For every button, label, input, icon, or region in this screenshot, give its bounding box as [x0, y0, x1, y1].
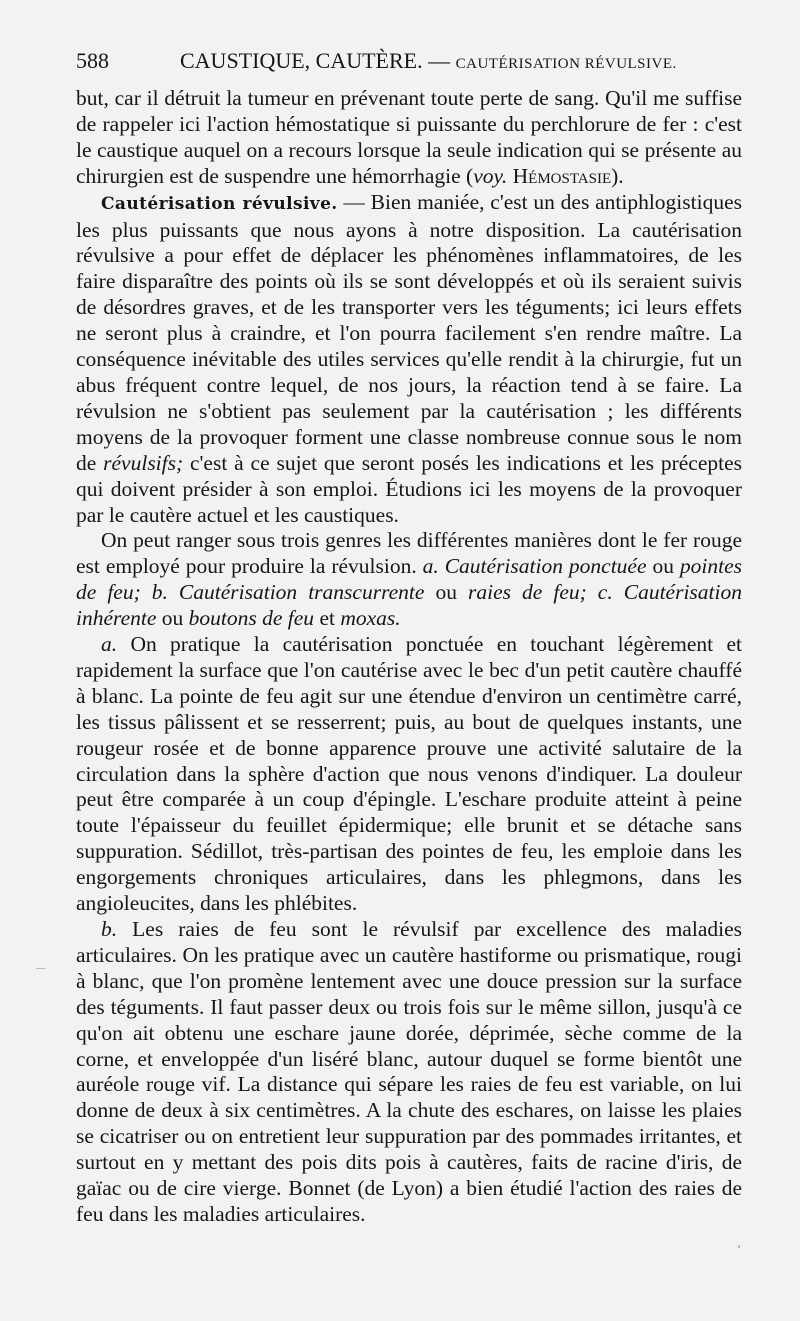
label-b: b.: [101, 917, 118, 941]
section-heading: Cautérisation révulsive.: [101, 193, 338, 214]
label-a: a.: [101, 632, 118, 657]
term-transcurrente: pointes de feu; b. Cautérisation transcurrente: [76, 554, 742, 605]
term-inherente: raies de feu; c. Cautérisation inhérente: [76, 580, 742, 631]
paragraph-5-text: Les raies de feu sont le révulsif par excellence des maladies articulaires. On les pratique avec un cautère hastiforme ou prismatique, rougi à blanc, que l'on promène lentement avec une douce pression sur la surface des téguments. Il faut passer deux ou trois fois sur le même sillon, jusqu'à ce qu'on ait obtenu une eschare jaune dorée, déprimée, sèche comme de la corne, et enveloppée d'un liséré blanc, autour duquel se forme bientôt une auréole rouge vif. La distance qui sépare les raies de feu est variable, on lui donne de deux à six centimètres. A la chute des eschares, on laisse les plaies se cicatriser ou on entretient leur suppuration par des pommades irritantes, et surtout en y mettant des pois dits pois à cautères, faits de racine d'iris, de gaïac ou de cire vierge. Bonnet (de Lyon) a bien étudié l'action des raies de feu dans les maladies articulaires.: [76, 917, 742, 1226]
margin-tick: [36, 968, 45, 969]
header-section: CAUTÉRISATION RÉVULSIVE.: [455, 56, 677, 72]
revulsifs-term: révulsifs;: [103, 450, 184, 475]
page-body: [76, 86, 742, 1228]
running-header: [76, 46, 756, 80]
paragraph-3-text: On peut ranger sous trois genres les différentes manières dont le fer rouge est employé pour produire la révulsion.: [76, 528, 742, 579]
voy-ref: voy.: [473, 163, 508, 188]
word-ou: ou: [646, 554, 680, 579]
paragraph-5: [76, 917, 742, 1228]
paragraph-4-text: On pratique la cautérisation ponctuée en touchant légèrement et rapidement la surface que l'on cautérise avec le bec d'un petit cautère chauffé à blanc. La pointe de feu agit sur une étendue d'environ un centimètre carré, les tissus pâlissent et se resserrent; puis, au bout de quelques instants, une rougeur rosée et de bonne apparence prouve une activité salutaire de la circulation dans la sphère d'action que nous venons d'indiquer. La douleur peut être comparée à un coup d'épingle. L'eschare produite atteint à peine toute l'épaisseur du feuillet épidermique; elle brunit et se détache sans suppuration. Sédillot, très-partisan des pointes de feu, les emploie dans les engorgements chroniques articulaires, dans les phlegmons, dans les angioleucites, dans les phlébites.: [76, 632, 742, 916]
word-et: et: [314, 606, 341, 631]
paragraph-3: [76, 528, 742, 632]
term-moxas: moxas.: [340, 606, 401, 631]
paragraph-1-text: but, car il détruit la tumeur en prévenant toute perte de sang. Qu'il me suffise de rappeler ici l'action hémostatique si puissante du perchlorure de fer : c'est le caustique auquel on a recours lorsque la seule indication qui se présente au chirurgien est de suspendre une hémorrhagie (: [76, 86, 742, 188]
word-ou: ou: [156, 606, 189, 631]
paragraph-2: [76, 190, 742, 529]
term-ponctuee: a. Cautérisation ponctuée: [422, 554, 647, 579]
header-title: CAUSTIQUE, CAUTÈRE.: [180, 48, 423, 73]
header-dash: —: [428, 48, 451, 73]
paragraph-2-text: — Bien maniée, c'est un des antiphlogistiques les plus puissants que nous ayons à notre disposition. La cautérisation révulsive a pour effet de déplacer les phénomènes inflammatoires, de les faire disparaître des points où ils se sont développés et où ils seraient suivis de désordres graves, et de les transporter vers les téguments; ici leurs effets ne seront plus à craindre, et l'on pourra facilement s'en rendre maître. La conséquence inévitable des utiles services qu'elle rendit à la chirurgie, fut un abus fréquent contre lequel, de nos jours, la réaction tend à se faire. La révulsion ne s'obtient pas seulement par la cautérisation ; les différents moyens de la provoquer forment une classe nombreuse connue sous le nom de: [76, 189, 742, 475]
hemostasie-ref: Hémostasie: [512, 163, 612, 188]
paragraph-2-end: c'est à ce sujet que seront posés les indications et les préceptes qui doivent présider à son emploi. Étudions ici les moyens de la provoquer par le cautère actuel et les caustiques.: [76, 450, 742, 527]
word-ou: ou: [424, 580, 468, 605]
paragraph-1: [76, 86, 742, 190]
paragraph-4: [76, 632, 742, 917]
paragraph-1-end: ).: [611, 163, 624, 188]
term-boutons: boutons de feu: [188, 606, 315, 631]
margin-dot: [738, 1245, 740, 1248]
page-number: 588: [76, 48, 109, 73]
